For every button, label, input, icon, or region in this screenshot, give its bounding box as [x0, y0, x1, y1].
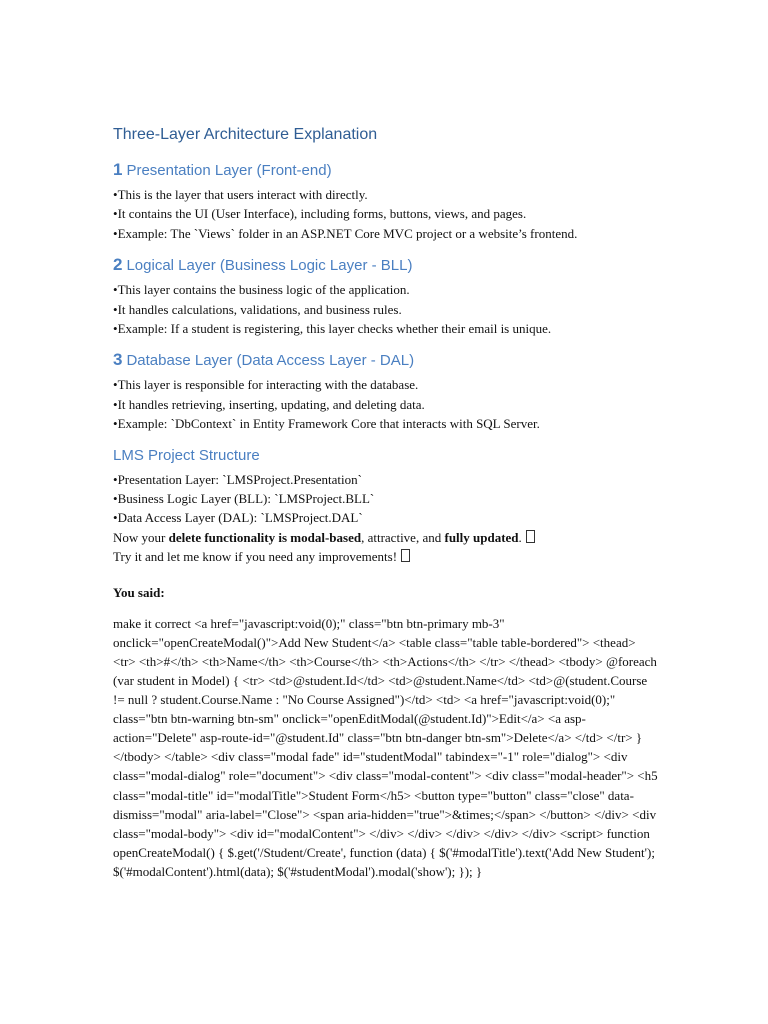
summary-bold-delete: delete functionality is modal-based: [168, 529, 362, 545]
summary-line-2: [113, 547, 658, 566]
bullet-item: • Data Access Layer (DAL): `LMSProject.DAL`: [113, 508, 658, 527]
section-3-bullets: [113, 375, 658, 433]
bullet-item: • Example: `DbContext` in Entity Framework Core that interacts with SQL Server.: [113, 414, 658, 433]
bullet-item: • Presentation Layer: `LMSProject.Presentation`: [113, 470, 658, 489]
summary-prefix: Now your: [113, 529, 169, 545]
bullet-item: • Example: If a student is registering, this layer checks whether their email is unique.: [113, 319, 658, 338]
section-2-bullets: [113, 280, 658, 338]
bullet-item: • This is the layer that users interact with directly.: [113, 185, 658, 204]
bullet-item: • This layer contains the business logic of the application.: [113, 280, 658, 299]
structure-bullets: [113, 470, 658, 528]
summary-line: [113, 528, 658, 547]
section-2-number: 2: [113, 255, 123, 275]
section-1-heading: [113, 160, 658, 181]
section-2-title: Logical Layer (Business Logic Layer - BLL): [126, 257, 413, 275]
section-1-number: 1: [113, 160, 123, 179]
section-3-number: 3: [113, 350, 123, 370]
bullet-item: • Business Logic Layer (BLL): `LMSProject.BLL`: [113, 489, 658, 508]
bullet-item: • It contains the UI (User Interface), including forms, buttons, views, and pages.: [113, 204, 658, 223]
summary-try-text: Try it and let me know if you need any improvements!: [113, 549, 398, 565]
section-3-title: Database Layer (Data Access Layer - DAL): [126, 352, 415, 370]
user-message-code: make it correct <a href="javascript:void(0);" class="btn btn-primary mb-3" onclick="openCreateModal()">Add New Student</a> <table class="table table-bordered"> <thead> <tr> <th>#</th> <th>Name</th> <th>Course</th> <th>Actions</th> </tr> </thead> <tbody> @foreach (var student in Model) { <tr> <td>@student.Id</td> <td>@student.Name</td> <td>@(student.Course != null ? student.Course.Name : "No Course Assigned")</td> <td> <a href="javascript:void(0);" class="btn btn-warning btn-sm" onclick="openEditModal(@student.Id)">Edit</a> <a asp-action="Delete" asp-route-id="@student.Id" class="btn btn-danger btn-sm">Delete</a> </td> </tr> } </tbody> </table> <div class="modal fade" id="studentModal" tabindex="-1" role="dialog"> <div class="modal-dialog" role="document"> <div class="modal-content"> <div class="modal-header"> <h5 class="modal-title" id="modalTitle">Student Form</h5> <button type="button" class="close" data-dismiss="modal" aria-label="Close"> <span aria-hidden="true">&times;</span> </button> </div> <div class="modal-body"> <div id="modalContent"> </div> </div> </div> </div> </div> <script> function openCreateModal() { $.get('/Student/Create', function (data) { $('#modalTitle').text('Add New Student'); $('#modalContent').html(data); $('#studentModal').modal('show'); }); }: [113, 615, 658, 879]
section-1-title: Presentation Layer (Front-end): [126, 162, 332, 179]
you-said-label: You said:: [113, 584, 165, 600]
section-3-heading: [113, 350, 658, 371]
document-content: [113, 124, 658, 881]
summary-bold-updated: fully updated: [444, 529, 519, 545]
summary-suffix: .: [518, 529, 522, 545]
missing-glyph-icon: [526, 530, 535, 543]
document-title: Three-Layer Architecture Explanation: [113, 126, 378, 143]
bullet-item: • Example: The `Views` folder in an ASP.NET Core MVC project or a website’s frontend.: [113, 224, 658, 243]
section-1-bullets: [113, 185, 658, 243]
bullet-item: • It handles calculations, validations, and business rules.: [113, 300, 658, 319]
bullet-item: • This layer is responsible for interacting with the database.: [113, 375, 658, 394]
bullet-item: • It handles retrieving, inserting, updating, and deleting data.: [113, 395, 658, 414]
missing-glyph-icon: [401, 549, 410, 562]
section-2-heading: [113, 255, 658, 276]
structure-heading: LMS Project Structure: [113, 446, 260, 464]
summary-middle: , attractive, and: [361, 529, 445, 545]
